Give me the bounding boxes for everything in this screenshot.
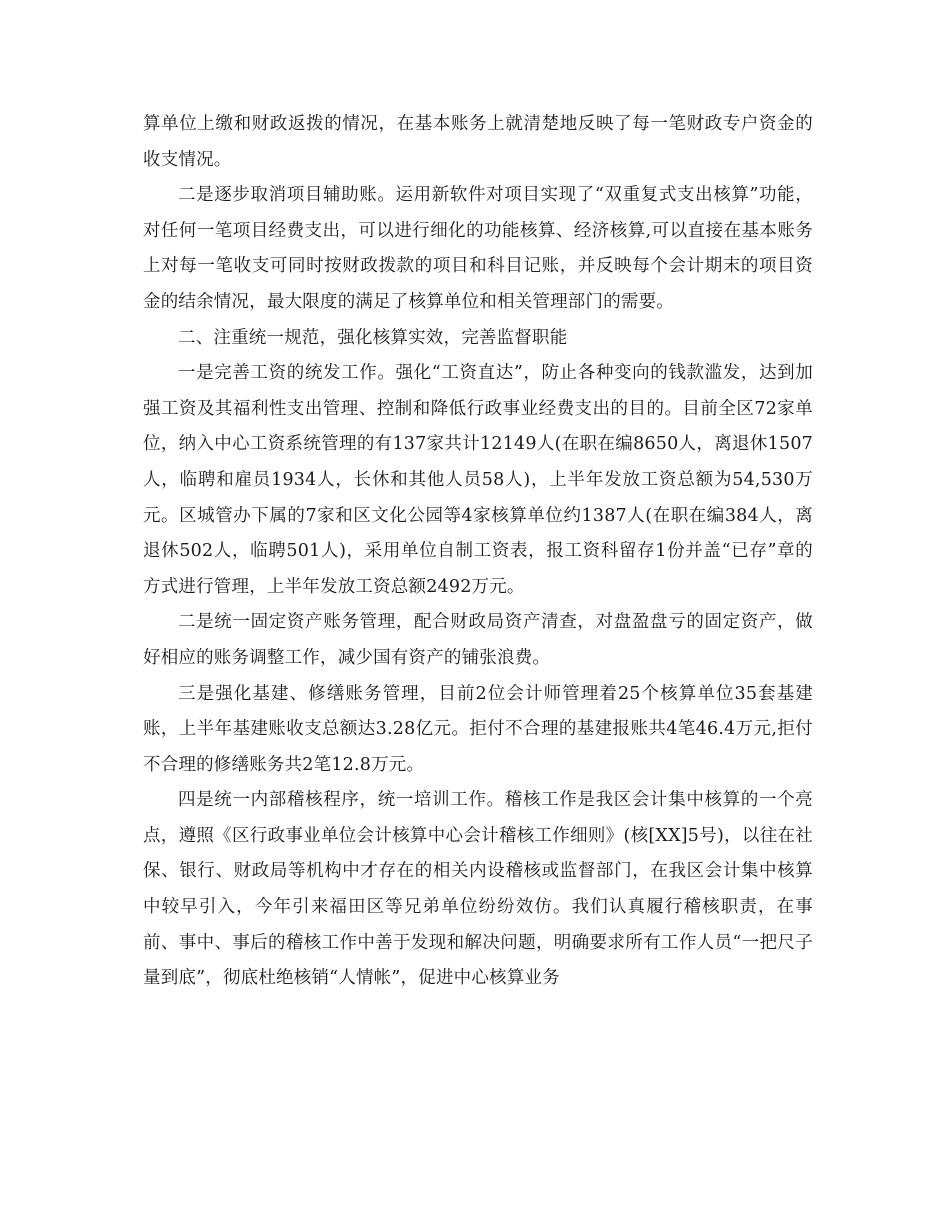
paragraph-1: 算单位上缴和财政返拨的情况，在基本账务上就清楚地反映了每一笔财政专户资金的收支情况。: [143, 114, 813, 170]
paragraph-5: 二是统一固定资产账务管理，配合财政局资产清查，对盘盈盘亏的固定资产，做好相应的账务调整工作，减少国有资产的铺张浪费。: [143, 612, 813, 668]
paragraph-2: 二是逐步取消项目辅助账。运用新软件对项目实现了“双重复式支出核算”功能，对任何一笔项目经费支出，可以进行细化的功能核算、经济核算,可以直接在基本账务上对每一笔收支可同时按财政拨款的项目和科目记账，并反映每个会计期末的项目资金的结余情况，最大限度的满足了核算单位和相关管理部门的需要。: [143, 185, 813, 312]
document-page: [143, 107, 813, 997]
section-heading: 二、注重统一规范，强化核算实效，完善监督职能: [178, 327, 568, 348]
paragraph-6: 三是强化基建、修缮账务管理，目前2位会计师管理着25个核算单位35套基建账，上半年基建账收支总额达3.28亿元。拒付不合理的基建报账共4笔46.4万元,拒付不合理的修缮账务共2笔12.8万元。: [143, 683, 813, 775]
paragraph-4: 一是完善工资的统发工作。强化“工资直达”，防止各种变向的钱款滥发，达到加强工资及其福利性支出管理、控制和降低行政事业经费支出的目的。目前全区72家单位，纳入中心工资系统管理的有137家共计12149人(在职在编8650人，离退休1507人，临聘和雇员1934人，长休和其他人员58人)，上半年发放工资总额为54,530万元。区城管办下属的7家和区文化公园等4家核算单位约1387人(在职在编384人，离退休502人，临聘501人)，采用单位自制工资表，报工资科留存1份并盖“已存”章的方式进行管理，上半年发放工资总额2492万元。: [143, 363, 813, 597]
paragraph-7: 四是统一内部稽核程序，统一培训工作。稽核工作是我区会计集中核算的一个亮点，遵照《区行政事业单位会计核算中心会计稽核工作细则》(核[XX]5号)，以往在社保、银行、财政局等机构中才存在的相关内设稽核或监督部门，在我区会计集中核算中较早引入，今年引来福田区等兄弟单位纷纷效仿。我们认真履行稽核职责，在事前、事中、事后的稽核工作中善于发现和解决问题，明确要求所有工作人员“一把尺子量到底”，彻底杜绝核销“人情帐”，促进中心核算业务: [143, 790, 813, 989]
